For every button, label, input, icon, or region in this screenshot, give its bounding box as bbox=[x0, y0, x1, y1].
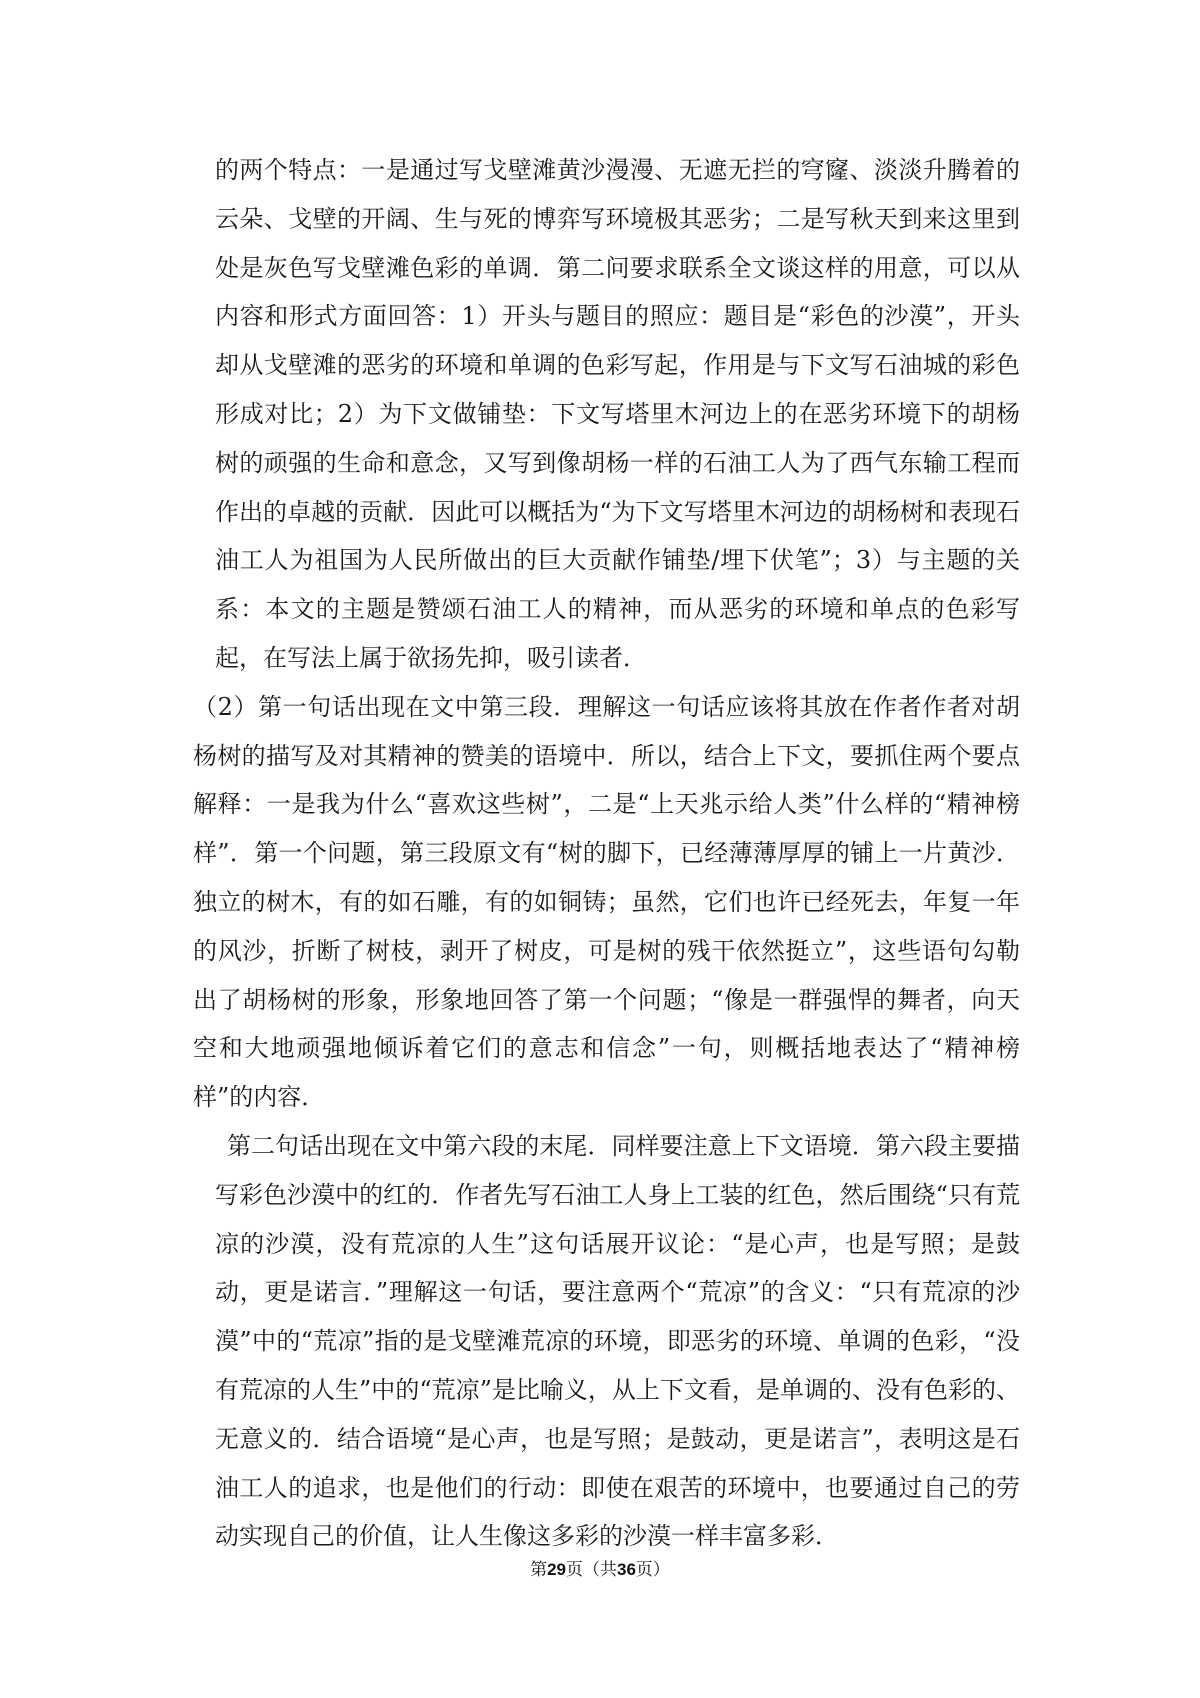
footer-prefix: 第 bbox=[530, 1560, 548, 1580]
answer-body bbox=[193, 146, 1020, 1561]
total-pages-number: 36 bbox=[617, 1560, 636, 1579]
page-footer bbox=[0, 1555, 1200, 1580]
current-page-number: 29 bbox=[547, 1560, 566, 1579]
paragraph-second-sentence: 第二句话出现在文中第六段的末尾．同样要注意上下文语境．第六段主要描写彩色沙漠中的红的．作者先写石油工人身上工装的红色，然后围绕“只有荒凉的沙漠，没有荒凉的人生”这句话展开议论：“是心声，也是写照；是鼓动，更是诺言．”理解这一句话，要注意两个“荒凉”的含义：“只有荒凉的沙漠”中的“荒凉”指的是戈壁滩荒凉的环境，即恶劣的环境、单调的色彩，“没有荒凉的人生”中的“荒凉”是比喻义，从上下文看，是单调的、没有色彩的、无意义的．结合语境“是心声，也是写照；是鼓动，更是诺言”，表明这是石油工人的追求，也是他们的行动：即使在艰苦的环境中，也要通过自己的劳动实现自己的价值，让人生像这多彩的沙漠一样丰富多彩． bbox=[215, 1131, 1020, 1551]
paragraph-continuation: 的两个特点：一是通过写戈壁滩黄沙漫漫、无遮无拦的穹窿、淡淡升腾着的云朵、戈壁的开阔、生与死的博弈写环境极其恶劣；二是写秋天到来这里到处是灰色写戈壁滩色彩的单调．第二问要求联系全文谈这样的用意，可以从内容和形式方面回答：1）开头与题目的照应：题目是“彩色的沙漠”，开头却从戈壁滩的恶劣的环境和单调的色彩写起，作用是与下文写石油城的彩色形成对比；2）为下文做铺垫：下文写塔里木河边上的在恶劣环境下的胡杨树的顽强的生命和意念，又写到像胡杨一样的石油工人为了西气东输工程而作出的卓越的贡献．因此可以概括为“为下文写塔里木河边的胡杨树和表现石油工人为祖国为人民所做出的巨大贡献作铺垫/埋下伏笔”；3）与主题的关系：本文的主题是赞颂石油工人的精神，而从恶劣的环境和单点的色彩写起，在写法上属于欲扬先抑，吸引读者． bbox=[215, 156, 1020, 672]
footer-suffix: 页） bbox=[635, 1560, 670, 1580]
paragraph-item-2: （2）第一句话出现在文中第三段．理解这一句话应该将其放在作者作者对胡杨树的描写及对其精神的赞美的语境中．所以，结合上下文，要抓住两个要点解释：一是我为什么“喜欢这些树”，二是“上天兆示给人类”什么样的“精神榜样”．第一个问题，第三段原文有“树的脚下，已经薄薄厚厚的铺上一片黄沙．独立的树木，有的如石雕，有的如铜铸；虽然，它们也许已经死去，年复一年的风沙，折断了树枝，剥开了树皮，可是树的残干依然挺立”，这些语句勾勒出了胡杨树的形象，形象地回答了第一个问题；“像是一群强悍的舞者，向天空和大地顽强地倾诉着它们的意志和信念”一句，则概括地表达了“精神榜样”的内容． bbox=[193, 692, 1020, 1112]
footer-middle: 页（共 bbox=[566, 1560, 617, 1580]
